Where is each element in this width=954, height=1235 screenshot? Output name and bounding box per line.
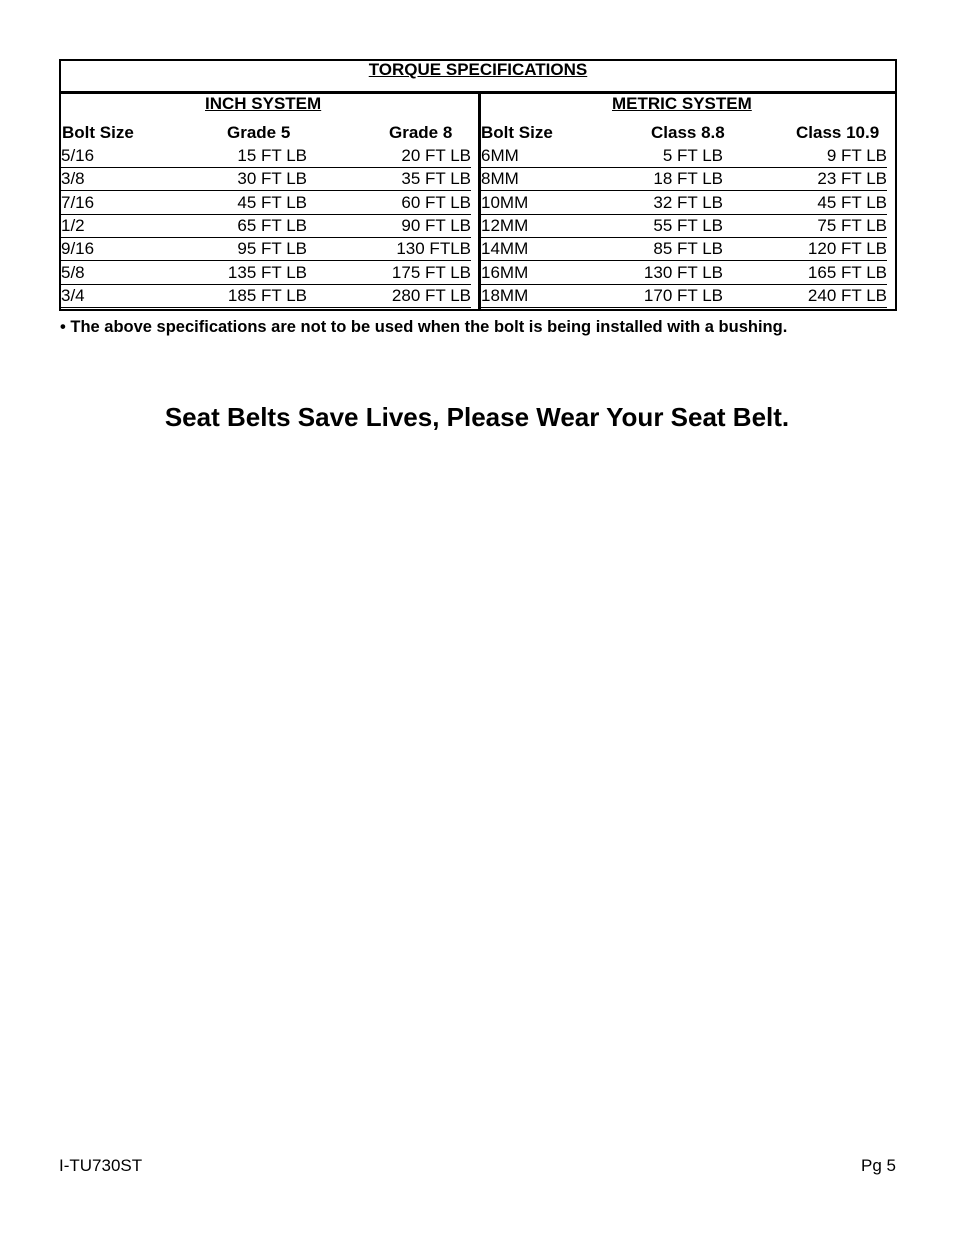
document-id: I-TU730ST (59, 1156, 143, 1175)
metric-cell-col0: 18MM (481, 285, 611, 308)
page-number: Pg 5 (861, 1156, 896, 1175)
inch-cell-col2: 20 FT LB (307, 145, 471, 168)
inch-col-grade5: Grade 5 (227, 123, 291, 142)
inch-cell-col1: 135 FT LB (211, 262, 307, 285)
seat-belt-slogan: Seat Belts Save Lives, Please Wear Your Seat Belt. (164, 402, 790, 432)
metric-cell-col0: 16MM (481, 262, 611, 285)
table-title (61, 61, 895, 91)
table-row (61, 192, 895, 215)
inch-cell-col0: 5/16 (61, 145, 211, 168)
metric-cell-col2: 23 FT LB (723, 168, 887, 191)
inch-col-bolt-size: Bolt Size (62, 123, 134, 142)
inch-cell-col0: 5/8 (61, 262, 211, 285)
inch-cell-col1: 65 FT LB (211, 215, 307, 238)
metric-cell-col2: 75 FT LB (723, 215, 887, 238)
metric-cell-col1: 130 FT LB (611, 262, 723, 285)
table-row (61, 168, 895, 191)
inch-cell-col1: 45 FT LB (211, 192, 307, 215)
metric-cell-col2: 240 FT LB (723, 285, 887, 308)
metric-system-heading: METRIC SYSTEM (612, 94, 752, 113)
inch-cell-col2: 130 FTLB (307, 238, 471, 261)
inch-cell-col1: 15 FT LB (211, 145, 307, 168)
inch-cell-col0: 7/16 (61, 192, 211, 215)
table-row (61, 285, 895, 308)
metric-col-class88: Class 8.8 (651, 123, 725, 142)
inch-cell-col2: 60 FT LB (307, 192, 471, 215)
inch-cell-col0: 1/2 (61, 215, 211, 238)
table-row (61, 145, 895, 168)
metric-cell-col2: 9 FT LB (723, 145, 887, 168)
inch-cell-col2: 175 FT LB (307, 262, 471, 285)
metric-col-bolt-size: Bolt Size (481, 123, 553, 142)
table-row (61, 215, 895, 238)
inch-cell-col0: 9/16 (61, 238, 211, 261)
table-row (61, 238, 895, 261)
metric-cell-col2: 120 FT LB (723, 238, 887, 261)
inch-system-heading: INCH SYSTEM (205, 94, 322, 113)
inch-cell-col0: 3/4 (61, 285, 211, 308)
bushing-note: • The above specifications are not to be used when the bolt is being installed with a bushing. (60, 318, 788, 336)
inch-col-grade8: Grade 8 (389, 123, 453, 142)
inch-cell-col1: 185 FT LB (211, 285, 307, 308)
table-row (61, 262, 895, 285)
metric-cell-col1: 55 FT LB (611, 215, 723, 238)
metric-cell-col1: 5 FT LB (611, 145, 723, 168)
inch-cell-col2: 35 FT LB (307, 168, 471, 191)
metric-cell-col1: 85 FT LB (611, 238, 723, 261)
metric-cell-col1: 32 FT LB (611, 192, 723, 215)
inch-cell-col0: 3/8 (61, 168, 211, 191)
metric-cell-col0: 8MM (481, 168, 611, 191)
metric-col-class109: Class 10.9 (796, 123, 880, 142)
inch-cell-col1: 30 FT LB (211, 168, 307, 191)
metric-cell-col0: 14MM (481, 238, 611, 261)
metric-cell-col2: 165 FT LB (723, 262, 887, 285)
metric-cell-col2: 45 FT LB (723, 192, 887, 215)
inch-cell-col2: 90 FT LB (307, 215, 471, 238)
metric-cell-col1: 18 FT LB (611, 168, 723, 191)
inch-cell-col2: 280 FT LB (307, 285, 471, 308)
torque-spec-table (59, 59, 897, 311)
metric-cell-col0: 10MM (481, 192, 611, 215)
inch-cell-col1: 95 FT LB (211, 238, 307, 261)
metric-cell-col1: 170 FT LB (611, 285, 723, 308)
table-title-text: TORQUE SPECIFICATIONS (368, 60, 588, 79)
metric-cell-col0: 12MM (481, 215, 611, 238)
metric-cell-col0: 6MM (481, 145, 611, 168)
